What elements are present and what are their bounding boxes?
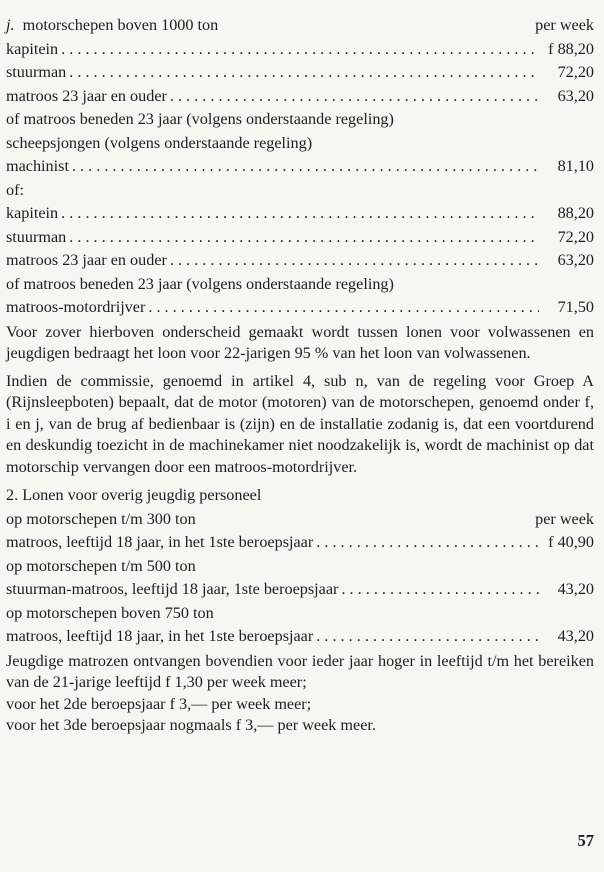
wage-row-label: matroos-motordrijver (6, 298, 146, 316)
plain-line: of matroos beneden 23 jaar (volgens onderstaande regeling) (6, 274, 394, 293)
wage-row-value: 63,20 (557, 86, 594, 105)
page-content (6, 14, 594, 739)
per-week-header: per week (535, 16, 594, 34)
wage-row-label: machinist (6, 157, 69, 175)
wage-row-label: matroos, leeftijd 18 jaar, in het 1ste beroepsjaar (6, 627, 314, 645)
section-2-heading: 2. Lonen voor overig jeugdig personeel (6, 486, 262, 504)
wage-row-value: 71,50 (557, 298, 594, 316)
leader-dots (316, 531, 539, 555)
wage-row (6, 296, 594, 320)
subheading: op motorschepen t/m 500 ton (6, 556, 196, 575)
wage-row-label: stuurman (6, 63, 67, 81)
leader-dots (316, 625, 539, 649)
wage-row-label: stuurman-matroos, leeftijd 18 jaar, 1ste beroepsjaar (6, 580, 339, 598)
wage-row-value: f 88,20 (548, 39, 594, 58)
wage-row-value: 43,20 (557, 580, 594, 598)
paragraph-youth-percentage: Voor zover hierboven onderscheid gemaakt wordt tussen lonen voor volwassenen en jeugdigen bedraagt het loon voor 22-jarigen 95 % van het loon van volwassenen. (6, 322, 594, 362)
wage-row-value: f 40,90 (548, 533, 594, 551)
leader-dots (61, 38, 539, 62)
leader-dots (61, 202, 539, 226)
wage-row-value: 72,20 (557, 227, 594, 246)
leader-dots (170, 249, 539, 273)
wage-row-value: 72,20 (557, 63, 594, 81)
wage-row (6, 578, 594, 602)
leader-dots (341, 578, 539, 602)
leader-dots (69, 61, 539, 85)
wage-row-label: matroos 23 jaar en ouder (6, 251, 167, 269)
leader-dots (148, 296, 539, 320)
wage-row-value: 88,20 (557, 204, 594, 222)
wage-row (6, 155, 594, 179)
wage-row (6, 38, 594, 62)
leader-dots (170, 85, 539, 109)
paragraph-commission-rule: Indien de commissie, genoemd in artikel 4, sub n, van de regeling voor Groep A (Rijnsleepboten) bepaalt, dat de motor (motoren) van de motorschepen, genoemd onder f, i en j, van de brug af bedienbaar is (zijn) en de installatie zodanig is, dat een voortdurend en deskundig toezicht in de machinekamer niet noodzakelijk is, wordt de machinist op dat motorschip vervangen door een matroos-motordrijver. (6, 371, 594, 476)
alternative-label: of: (6, 180, 24, 199)
wage-row (6, 85, 594, 109)
wage-row (6, 226, 594, 250)
section-j-letter: j. (6, 16, 15, 34)
page-number: 57 (577, 831, 594, 850)
wage-row (6, 61, 594, 85)
section-j-title: motorschepen boven 1000 ton (22, 16, 219, 34)
wage-row (6, 625, 594, 649)
paragraph-youth-increments: Jeugdige matrozen ontvangen bovendien voor ieder jaar hoger in leeftijd t/m het bereiken van de 21-jarige leeftijd f 1,30 per week meer; voor het 2de beroepsjaar f 3,— per week meer; voor het 3de beroepsjaar nogmaals f 3,— per week meer. (6, 651, 594, 734)
wage-row (6, 531, 594, 555)
leader-dots (72, 155, 539, 179)
subheading: op motorschepen t/m 300 ton per week (6, 508, 594, 532)
wage-row-value: 63,20 (557, 251, 594, 269)
wage-row-label: kapitein (6, 204, 59, 222)
wage-row-label: stuurman (6, 227, 67, 246)
wage-row-label: kapitein (6, 39, 59, 58)
wage-row-label: matroos, leeftijd 18 jaar, in het 1ste beroepsjaar (6, 533, 314, 551)
wage-row (6, 249, 594, 273)
wage-row (6, 202, 594, 226)
plain-line: of matroos beneden 23 jaar (volgens onderstaande regeling) (6, 110, 394, 128)
leader-dots (69, 226, 539, 250)
subheading: op motorschepen boven 750 ton (6, 603, 214, 622)
per-week-header: per week (535, 509, 594, 528)
section-j-heading (6, 14, 594, 38)
wage-row-label: matroos 23 jaar en ouder (6, 86, 167, 105)
wage-row-value: 81,10 (557, 157, 594, 175)
plain-line: scheepsjongen (volgens onderstaande regeling) (6, 133, 313, 152)
wage-row-value: 43,20 (557, 627, 594, 645)
